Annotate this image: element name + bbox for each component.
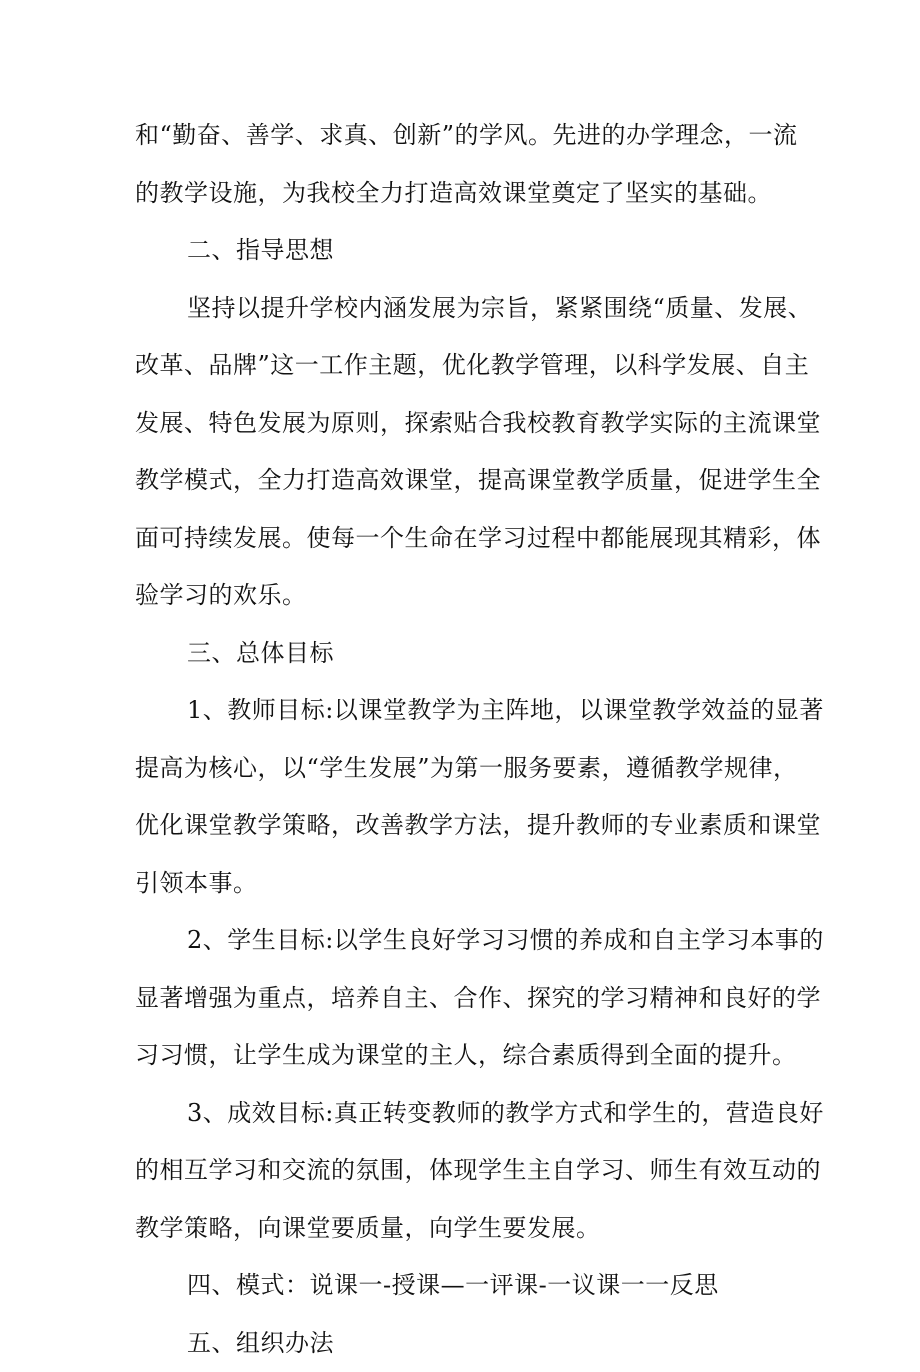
text-line: 1、教师目标:以课堂教学为主阵地，以课堂教学效益的显著: [135, 682, 790, 740]
section-heading: 四、模式：说课一-授课—一评课-一议课一一反思: [135, 1257, 790, 1315]
text-line: 面可持续发展。使每一个生命在学习过程中都能展现其精彩，体: [135, 510, 790, 568]
section-heading: 三、总体目标: [135, 625, 790, 683]
text-line: 的相互学习和交流的氛围，体现学生主自学习、师生有效互动的: [135, 1142, 790, 1200]
text-line: 引领本事。: [135, 855, 790, 913]
section-heading: 五、组织办法: [135, 1315, 790, 1372]
text-line: 坚持以提升学校内涵发展为宗旨，紧紧围绕“质量、发展、: [135, 280, 790, 338]
text-line: 的教学设施，为我校全力打造高效课堂奠定了坚实的基础。: [135, 165, 790, 223]
text-line: 2、学生目标:以学生良好学习习惯的养成和自主学习本事的: [135, 912, 790, 970]
text-line: 提高为核心，以“学生发展”为第一服务要素，遵循教学规律，: [135, 740, 790, 798]
text-line: 显著增强为重点，培养自主、合作、探究的学习精神和良好的学: [135, 970, 790, 1028]
text-line: 优化课堂教学策略，改善教学方法，提升教师的专业素质和课堂: [135, 797, 790, 855]
document-body: [135, 107, 790, 1372]
text-line: 教学策略，向课堂要质量，向学生要发展。: [135, 1200, 790, 1258]
text-line: 发展、特色发展为原则，探索贴合我校教育教学实际的主流课堂: [135, 395, 790, 453]
text-line: 3、成效目标:真正转变教师的教学方式和学生的，营造良好: [135, 1085, 790, 1143]
text-line: 习习惯，让学生成为课堂的主人，综合素质得到全面的提升。: [135, 1027, 790, 1085]
text-line: 和“勤奋、善学、求真、创新”的学风。先进的办学理念，一流: [135, 107, 790, 165]
text-line: 教学模式，全力打造高效课堂，提高课堂教学质量，促进学生全: [135, 452, 790, 510]
section-heading: 二、指导思想: [135, 222, 790, 280]
text-line: 改革、品牌”这一工作主题，优化教学管理，以科学发展、自主: [135, 337, 790, 395]
text-line: 验学习的欢乐。: [135, 567, 790, 625]
